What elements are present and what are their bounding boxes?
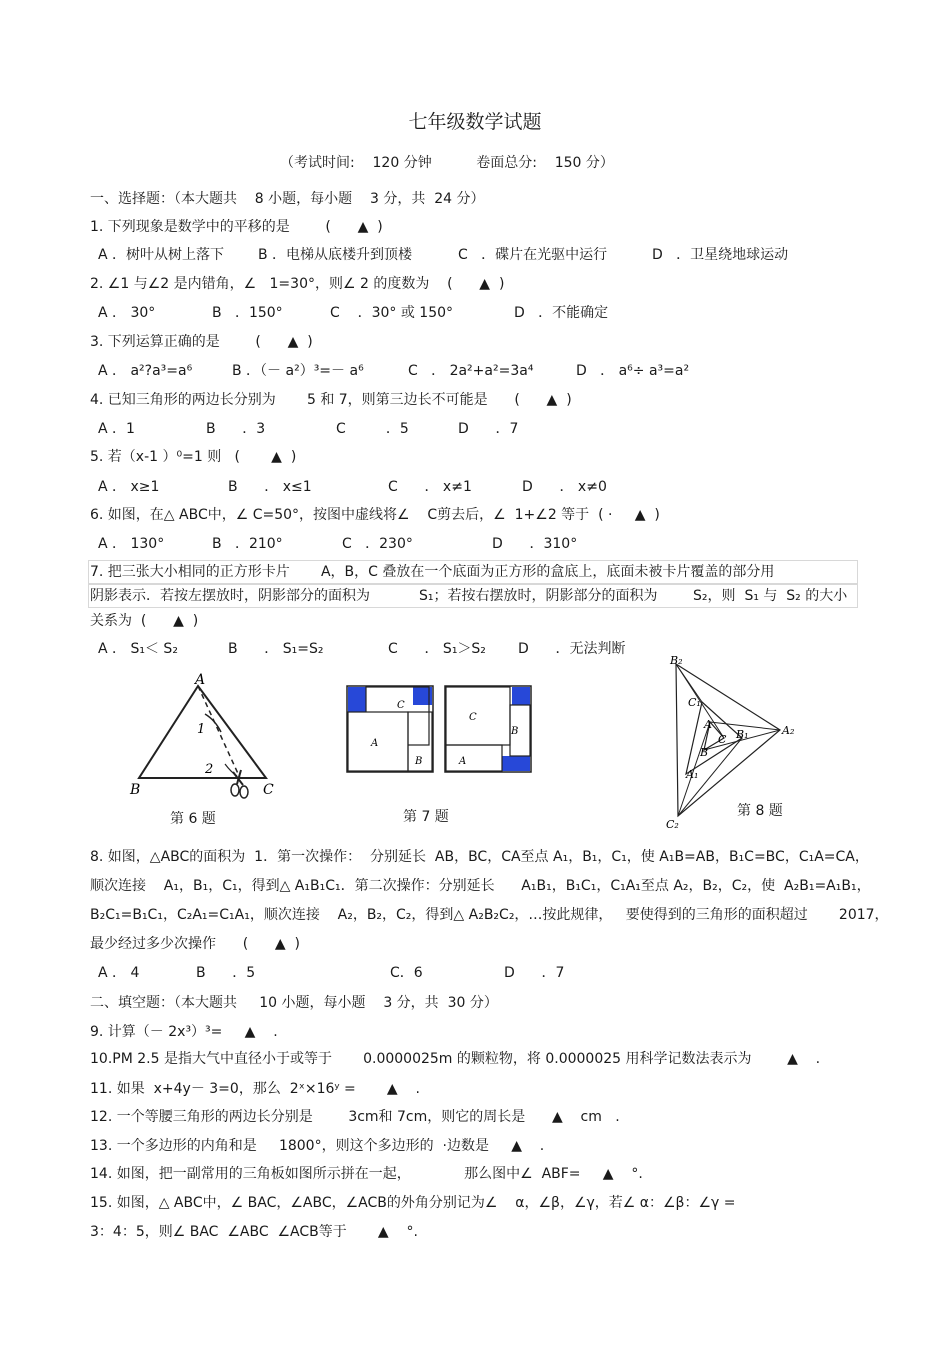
fig7-left-label-a: A bbox=[371, 738, 379, 749]
q7-option-a: A ． S₁＜ S₂ bbox=[98, 641, 178, 657]
q4-option-a: A ．1 bbox=[98, 421, 135, 437]
q14-line: 14. 如图，把一副常用的三角板如图所示拼在一起， 那么图中∠ ABF= ▲ °. bbox=[90, 1166, 643, 1182]
figure-6-triangle bbox=[125, 672, 285, 807]
q3-option-c: C ． 2a²+a²=3a⁴ bbox=[408, 363, 534, 379]
page-title: 七年级数学试题 bbox=[408, 111, 542, 133]
fig8-label-b1: B₁ bbox=[736, 728, 749, 741]
fig8-label-b: B bbox=[700, 746, 709, 759]
q8-line-2: 顺次连接 A₁，B₁，C₁，得到△ A₁B₁C₁．第二次操作：分别延长 A₁B₁，B₁C₁，C₁A₁至点 A₂，B₂，C₂，使 A₂B₁=A₁B₁， bbox=[90, 878, 871, 894]
q4-option-b: B ．3 bbox=[206, 421, 266, 437]
fig8-label-a2: A₂ bbox=[782, 724, 795, 737]
q6-option-c: C ．230° bbox=[342, 536, 413, 552]
section-1-heading: 一、选择题：（本大题共 8 小题，每小题 3 分，共 24 分） bbox=[90, 191, 485, 207]
q1-stem: 1. 下列现象是数学中的平移的是 ( ▲ ) bbox=[90, 219, 383, 235]
section-2-heading: 二、填空题：（本大题共 10 小题，每小题 3 分，共 30 分） bbox=[90, 995, 498, 1011]
q8-option-b: B ．5 bbox=[196, 965, 256, 981]
q8-line-1: 8. 如图，△ABC的面积为 1．第一次操作： 分别延长 AB，BC，CA至点 A₁，B₁，C₁，使 A₁B=AB，B₁C=BC，C₁A=CA， bbox=[90, 849, 869, 865]
q2-option-a: A ． 30° bbox=[98, 305, 156, 321]
fig7-left-label-c: C bbox=[397, 700, 405, 711]
q9-line: 9. 计算（－ 2x³）³= ▲ . bbox=[90, 1024, 278, 1040]
q3-option-b: B ．（－ a²）³=－ a⁶ bbox=[232, 363, 364, 379]
fig7-left-label-b: B bbox=[415, 756, 423, 767]
fig7-right-label-a: A bbox=[459, 756, 467, 767]
fig6-angle-2: 2 bbox=[205, 762, 214, 777]
fig8-label-c: C bbox=[718, 733, 727, 746]
q5-option-c: C ． x≠1 bbox=[388, 479, 472, 495]
q5-option-a: A ． x≥1 bbox=[98, 479, 160, 495]
q5-stem: 5. 若（x-1 ）⁰=1 则 ( ▲ ) bbox=[90, 449, 297, 465]
q8-option-a: A ． 4 bbox=[98, 965, 140, 981]
q4-stem: 4. 已知三角形的两边长分别为 5 和 7，则第三边长不可能是 ( ▲ ) bbox=[90, 392, 572, 408]
q2-option-b: B ．150° bbox=[212, 305, 283, 321]
q1-option-b: B ．电梯从底楼升到顶楼 bbox=[258, 247, 413, 263]
q2-stem: 2. ∠1 与∠2 是内错角，∠ 1=30°，则∠ 2 的度数为 ( ▲ ) bbox=[90, 276, 505, 292]
q3-option-d: D ． a⁶÷ a³=a² bbox=[576, 363, 690, 379]
q3-stem: 3. 下列运算正确的是 ( ▲ ) bbox=[90, 334, 313, 350]
figure-6-caption: 第 6 题 bbox=[170, 811, 216, 827]
q12-line: 12. 一个等腰三角形的两边长分别是 3cm和 7cm，则它的周长是 ▲ cm . bbox=[90, 1109, 620, 1125]
q8-option-d: D ．7 bbox=[504, 965, 565, 981]
q1-option-a: A ．树叶从树上落下 bbox=[98, 247, 225, 263]
q8-line-4: 最少经过多少次操作 ( ▲ ) bbox=[90, 936, 300, 952]
q7-option-c: C ． S₁＞S₂ bbox=[388, 641, 486, 657]
q5-option-b: B ． x≤1 bbox=[228, 479, 312, 495]
fig8-label-a1: A₁ bbox=[686, 768, 699, 781]
fig8-label-b2: B₂ bbox=[670, 654, 683, 667]
fig8-label-c1: C₁ bbox=[688, 696, 701, 709]
fig6-angle-1: 1 bbox=[197, 722, 206, 737]
q1-option-d: D ．卫星绕地球运动 bbox=[652, 247, 789, 263]
figure-7-caption: 第 7 题 bbox=[403, 809, 449, 825]
q10-line: 10.PM 2.5 是指大气中直径小于或等于 0.0000025m 的颗粒物，将 0.0000025 用科学记数法表示为 ▲ . bbox=[90, 1051, 821, 1067]
fig7-right-label-c: C bbox=[469, 712, 477, 723]
q4-option-d: D ．7 bbox=[458, 421, 519, 437]
q7-option-b: B ． S₁=S₂ bbox=[228, 641, 324, 657]
q6-option-b: B ．210° bbox=[212, 536, 283, 552]
fig6-label-c: C bbox=[263, 782, 274, 798]
fig7-right-label-b: B bbox=[511, 726, 519, 737]
q2-option-c: C ．30° 或 150° bbox=[330, 305, 454, 321]
q2-option-d: D ．不能确定 bbox=[514, 305, 609, 321]
figure-7-squares bbox=[345, 684, 535, 774]
exam-info: （考试时间: 120 分钟 卷面总分: 150 分） bbox=[280, 155, 614, 171]
q7-option-d: D ．无法判断 bbox=[518, 641, 626, 657]
q6-stem: 6. 如图，在△ ABC中，∠ C=50°，按图中虚线将∠ C剪去后，∠ 1+∠2 等于 ( · ▲ ) bbox=[90, 507, 660, 523]
q8-line-3: B₂C₁=B₁C₁，C₂A₁=C₁A₁，顺次连接 A₂，B₂，C₂，得到△ A₂B₂C₂，…按此规律， 要使得到的三角形的面积超过 2017， bbox=[90, 907, 889, 923]
figure-8-caption: 第 8 题 bbox=[737, 803, 783, 819]
q6-option-d: D ．310° bbox=[492, 536, 578, 552]
fig8-label-a: A bbox=[704, 718, 712, 731]
q13-line: 13. 一个多边形的内角和是 1800°，则这个多边形的 ·边数是 ▲ . bbox=[90, 1138, 545, 1154]
fig8-label-c2: C₂ bbox=[666, 818, 679, 830]
q4-option-c: C ．5 bbox=[336, 421, 409, 437]
figure-8-triangles bbox=[660, 652, 805, 830]
q11-line: 11. 如果 x+4y－ 3=0，那么 2ˣ×16ʸ = ▲ . bbox=[90, 1081, 420, 1097]
q15-line-1: 15. 如图，△ ABC中，∠ BAC，∠ABC，∠ACB的外角分别记为∠ α，∠β，∠γ，若∠ α：∠β：∠γ = bbox=[90, 1195, 736, 1211]
q5-option-d: D ． x≠0 bbox=[522, 479, 607, 495]
q8-option-c: C．6 bbox=[390, 965, 423, 981]
q15-line-2: 3：4：5，则∠ BAC ∠ABC ∠ACB等于 ▲ °. bbox=[90, 1224, 418, 1240]
q1-option-c: C ．碟片在光驱中运行 bbox=[458, 247, 608, 263]
fig6-label-b: B bbox=[130, 782, 141, 798]
fig6-label-a: A bbox=[195, 672, 206, 688]
q3-option-a: A ． a²?a³=a⁶ bbox=[98, 363, 193, 379]
q7-line-3: 关系为 ( ▲ ) bbox=[90, 613, 199, 629]
q7-line-1: 7. 把三张大小相同的正方形卡片 A，B，C 叠放在一个底面为正方形的盒底上，底面未被卡片覆盖的部分用 bbox=[90, 564, 775, 580]
q6-option-a: A ． 130° bbox=[98, 536, 165, 552]
q7-line-2: 阴影表示．若按左摆放时，阴影部分的面积为 S₁；若按右摆放时，阴影部分的面积为 S₂，则 S₁ 与 S₂ 的大小 bbox=[90, 588, 848, 604]
